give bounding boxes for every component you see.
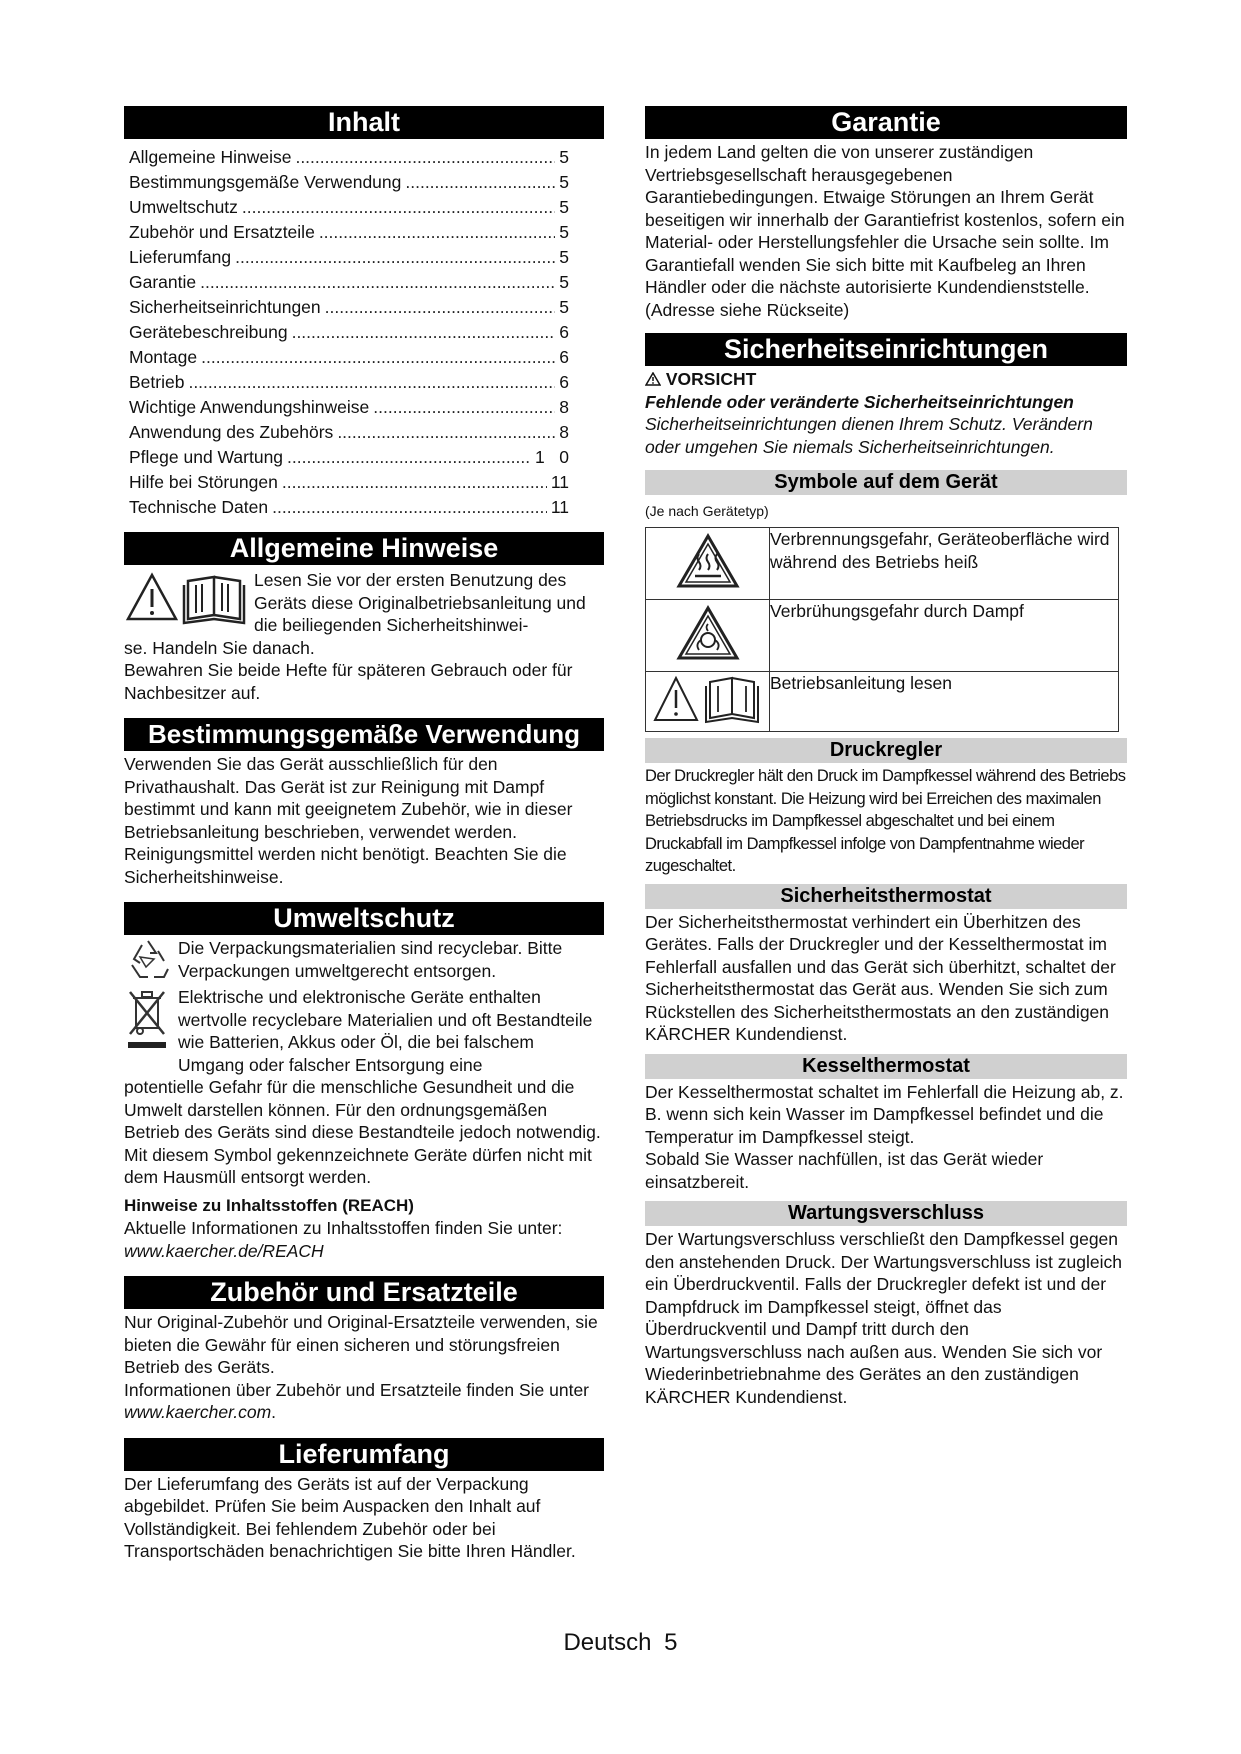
- toc-entry-label: Wichtige Anwendungshinweise: [129, 397, 370, 417]
- symbole-note: (Je nach Gerätetyp): [645, 503, 769, 519]
- read-manual-icon: [646, 672, 770, 732]
- toc-leader-dots: [282, 470, 547, 495]
- toc-leader-dots: [325, 295, 556, 320]
- lieferumfang-text: Der Lieferumfang des Geräts ist auf der Verpackung abgebildet. Prüfen Sie beim Auspacken den Inhalt auf Vollständigkeit. Bei fehlendem Zubehör oder bei Transportschäden benachrichtigen Sie bitte Ihren Händler.: [124, 1473, 576, 1561]
- footer-page-number: 5: [664, 1629, 678, 1656]
- druckregler-heading: Druckregler: [645, 738, 1127, 763]
- toc-entry[interactable]: [124, 345, 569, 370]
- toc-entry[interactable]: [124, 270, 569, 295]
- kesselthermostat-text-2: Sobald Sie Wasser nachfüllen, ist das Gerät wieder einsatzbereit.: [645, 1149, 1044, 1192]
- sicherheit-warn-title: Fehlende oder veränderte Sicherheitseinrichtungen: [645, 391, 1074, 412]
- section-wartungsverschluss: [645, 1201, 1127, 1408]
- toc-leader-dots: [188, 370, 555, 395]
- toc-leader-dots: [405, 170, 555, 195]
- toc-entry-page: 5: [559, 297, 569, 317]
- garantie-heading: Garantie: [645, 106, 1127, 139]
- section-sicherheitsthermostat: [645, 884, 1127, 1046]
- zubehoer-text-2: Informationen über Zubehör und Ersatzteile finden Sie unter: [124, 1379, 590, 1400]
- toc-entry[interactable]: [124, 245, 569, 270]
- kaercher-link[interactable]: www.kaercher.com: [124, 1402, 272, 1422]
- right-column: [645, 106, 1127, 1408]
- symbol-row: [646, 672, 1119, 732]
- toc-leader-dots: [272, 495, 547, 520]
- hot-surface-warning-icon: [646, 528, 770, 600]
- toc-entry-page: 5: [559, 147, 569, 167]
- steam-scald-warning-icon: [646, 600, 770, 672]
- toc-entry-label: Garantie: [129, 272, 197, 292]
- section-kesselthermostat: [645, 1054, 1127, 1194]
- toc-heading: Inhalt: [124, 106, 604, 139]
- toc-leader-dots: [373, 395, 555, 420]
- symbol-text: Verbrennungsgefahr, Geräteoberfläche wird während des Betriebs heiß: [770, 528, 1119, 600]
- section-allgemeine-hinweise: [124, 532, 604, 704]
- toc-entry-label: Zubehör und Ersatzteile: [129, 222, 315, 242]
- toc-entry-label: Pflege und Wartung: [129, 447, 284, 467]
- recycling-text: Die Verpackungsmaterialien sind recyclebar. Bitte Verpackungen umweltgerecht entsorgen.: [178, 938, 563, 981]
- page-footer: [0, 1629, 1241, 1657]
- toc-entry-label: Umweltschutz: [129, 197, 238, 217]
- toc-entry-label: Sicherheitseinrichtungen: [129, 297, 321, 317]
- toc-entry-label: Montage: [129, 347, 198, 367]
- weee-text-cont: potentielle Gefahr für die menschliche Gesundheit und die Umwelt darstellen können. Für den ordnungsgemäßen Betrieb des Geräts sind diese Bestandteile jedoch notwendig. Mit diesem Symbol gekennzeichnete Geräte dürfen nicht mit dem Hausmüll entsorgt werden.: [124, 1077, 601, 1187]
- toc-leader-dots: [242, 195, 555, 220]
- toc-entry[interactable]: [124, 370, 569, 395]
- toc-leader-dots: [295, 145, 555, 170]
- verwendung-text: Verwenden Sie das Gerät ausschließlich für den Privathaushalt. Das Gerät ist zur Reinigung mit Dampf bestimmt und kann mit geeignetem Zubehör, wie in dieser Betriebsanleitung beschrieben, verwendet werden. Reinigungsmittel werden nicht benötigt. Beachten Sie die Sicherheitshinweise.: [124, 754, 573, 887]
- reach-text: Aktuelle Informationen zu Inhaltsstoffen finden Sie unter:: [124, 1218, 563, 1238]
- toc-entry[interactable]: [124, 420, 569, 445]
- weee-crossed-bin-icon: [124, 986, 178, 1076]
- section-symbole: [645, 470, 1127, 732]
- toc-entry-page: 5: [559, 247, 569, 267]
- section-zubehoer: [124, 1276, 604, 1424]
- toc-leader-dots: [319, 220, 555, 245]
- sicherheit-heading: Sicherheitseinrichtungen: [645, 333, 1127, 366]
- section-sicherheitseinrichtungen: [645, 333, 1127, 458]
- symbol-table: [645, 527, 1119, 732]
- toc-entry-page: 6: [559, 347, 569, 367]
- toc-entry-label: Betrieb: [129, 372, 185, 392]
- symbol-text: Verbrühungsgefahr durch Dampf: [770, 600, 1119, 672]
- toc-entry-page: 5: [559, 172, 569, 192]
- allgemeine-hinweise-text-cont: se. Handeln Sie danach.: [124, 637, 315, 658]
- reach-link[interactable]: www.kaercher.de/REACH: [124, 1240, 324, 1261]
- toc-leader-dots: [337, 420, 555, 445]
- weee-text: Elektrische und elektronische Geräte enthalten wertvolle recyclebare Materialien und oft Bestandteile wie Batterien, Akkus oder Öl, die bei falschem Umgang oder falscher Entsorgung eine: [178, 987, 593, 1075]
- toc-leader-dots: [287, 445, 531, 470]
- zubehoer-text: Nur Original-Zubehör und Original-Ersatzteile verwenden, sie bieten die Gewähr für einen sicheren und störungsfreien Betrieb des Geräts.: [124, 1312, 598, 1377]
- verwendung-heading: Bestimmungsgemäße Verwendung: [124, 718, 604, 751]
- sicherheitsthermostat-heading: Sicherheitsthermostat: [645, 884, 1127, 909]
- left-column: [124, 106, 604, 1563]
- toc-entry-label: Lieferumfang: [129, 247, 232, 267]
- toc-entry[interactable]: [124, 320, 569, 345]
- toc-entry-page: 8: [559, 422, 569, 442]
- druckregler-text: Der Druckregler hält den Druck im Dampfkessel während des Betriebs möglichst konstant. Die Heizung wird bei Erreichen des maximalen Betriebsdrucks im Dampfkessel abgeschaltet und bei einem Druckabfall im Dampfkessel infolge von Dampfentnahme wieder zugeschaltet.: [645, 767, 1126, 875]
- toc-entry-label: Hilfe bei Störungen: [129, 472, 278, 492]
- toc-entry-page: 1 0: [534, 447, 569, 467]
- symbole-heading: Symbole auf dem Gerät: [645, 470, 1127, 495]
- sicherheitsthermostat-text: Der Sicherheitsthermostat verhindert ein Überhitzen des Gerätes. Falls der Druckregler und der Kesselthermostat im Fehlerfall ausfallen und das Gerät sich überhitzt, schaltet der Sicherheitsthermostat das Gerät aus. Wenden Sie sich zum Rückstellen des Sicherheitsthermostats an den zuständigen KÄRCHER Kundendienst.: [645, 911, 1116, 1044]
- allgemeine-hinweise-heading: Allgemeine Hinweise: [124, 532, 604, 565]
- section-lieferumfang: [124, 1438, 604, 1563]
- vorsicht-label: [645, 368, 1127, 391]
- umweltschutz-heading: Umweltschutz: [124, 902, 604, 935]
- symbol-text: Betriebsanleitung lesen: [770, 672, 1119, 732]
- table-of-contents: [124, 145, 604, 520]
- toc-entry-page: 6: [559, 322, 569, 342]
- wartungsverschluss-text: Der Wartungsverschluss verschließt den Dampfkessel gegen den anstehenden Druck. Der Wartungsverschluss ist zugleich ein Überdruckventil. Falls der Druckregler defekt ist und der Dampfdruck im Dampfkessel steigt, öffnet das Überdruckventil und Dampf tritt durch den Wartungsverschluss nach außen aus. Wenden Sie sich vor Wiederinbetriebnahme des Gerätes an den zuständigen KÄRCHER Kundendienst.: [645, 1229, 1122, 1407]
- toc-entry[interactable]: [124, 470, 569, 495]
- sicherheit-warn-text: Sicherheitseinrichtungen dienen Ihrem Schutz. Verändern oder umgehen Sie niemals Sicherheitseinrichtungen.: [645, 414, 1093, 457]
- toc-entry[interactable]: [124, 145, 569, 170]
- toc-entry-page: 11: [550, 472, 569, 492]
- toc-leader-dots: [200, 270, 555, 295]
- toc-leader-dots: [201, 345, 555, 370]
- toc-entry-page: 6: [559, 372, 569, 392]
- toc-entry[interactable]: [124, 195, 569, 220]
- allgemeine-hinweise-text: Lesen Sie vor der ersten Benutzung des Geräts diese Originalbetriebsanleitung und die beiliegenden Sicherheitshinwei-: [254, 570, 586, 635]
- symbol-row: [646, 600, 1119, 672]
- toc-entry-page: 5: [559, 197, 569, 217]
- toc-entry-label: Bestimmungsgemäße Verwendung: [129, 172, 402, 192]
- toc-entry[interactable]: [124, 220, 569, 245]
- wartungsverschluss-heading: Wartungsverschluss: [645, 1201, 1127, 1226]
- section-umweltschutz: [124, 902, 604, 1262]
- reach-heading: Hinweise zu Inhaltsstoffen (REACH): [124, 1195, 414, 1215]
- period: .: [271, 1402, 277, 1422]
- reach-paragraph: [124, 1217, 604, 1262]
- toc-entry-page: 5: [559, 222, 569, 242]
- toc-entry[interactable]: [124, 170, 569, 195]
- kesselthermostat-text: Der Kesselthermostat schaltet im Fehlerfall die Heizung ab, z. B. wenn sich kein Wasser im Dampfkessel befindet und die Temperatur im Dampfkessel steigt.: [645, 1081, 1124, 1147]
- toc-entry-label: Allgemeine Hinweise: [129, 147, 292, 167]
- warning-and-manual-icon: [124, 569, 254, 637]
- allgemeine-hinweise-text-2: Bewahren Sie beide Hefte für späteren Gebrauch oder für Nachbesitzer auf.: [124, 660, 573, 703]
- footer-language: Deutsch: [563, 1629, 652, 1656]
- toc-entry[interactable]: [124, 445, 569, 470]
- toc-entry[interactable]: [124, 395, 569, 420]
- zubehoer-heading: Zubehör und Ersatzteile: [124, 1276, 604, 1309]
- symbol-row: [646, 528, 1119, 600]
- warning-triangle-icon: [645, 369, 666, 389]
- section-druckregler: [645, 738, 1127, 878]
- toc-entry-page: 5: [559, 272, 569, 292]
- toc-entry-page: 11: [550, 497, 569, 517]
- toc-entry-label: Anwendung des Zubehörs: [129, 422, 334, 442]
- zubehoer-paragraph-2: [124, 1379, 604, 1424]
- kesselthermostat-heading: Kesselthermostat: [645, 1054, 1127, 1079]
- section-bestimmungsgemaesse-verwendung: [124, 718, 604, 888]
- toc-entry-label: Technische Daten: [129, 497, 269, 517]
- garantie-text: In jedem Land gelten die von unserer zuständigen Vertriebsgesellschaft herausgegebenen Garantiebedingungen. Etwaige Störungen an Ihrem Gerät beseitigen wir innerhalb der Garantiefrist kostenlos, sofern ein Material- oder Herstellungsfehler die Ursache sein sollte. Im Garantiefall wenden Sie sich bitte mit Kaufbeleg an Ihren Händler oder die nächste autorisierte Kundendienststelle.: [645, 142, 1125, 297]
- lieferumfang-heading: Lieferumfang: [124, 1438, 604, 1471]
- toc-entry[interactable]: [124, 495, 569, 520]
- toc-leader-dots: [235, 245, 555, 270]
- recycling-icon: [124, 937, 178, 986]
- toc-entry[interactable]: [124, 295, 569, 320]
- garantie-address: (Adresse siehe Rückseite): [645, 299, 850, 320]
- toc-entry-page: 8: [559, 397, 569, 417]
- vorsicht-text: VORSICHT: [665, 369, 757, 389]
- toc-entry-label: Gerätebeschreibung: [129, 322, 288, 342]
- toc-leader-dots: [292, 320, 556, 345]
